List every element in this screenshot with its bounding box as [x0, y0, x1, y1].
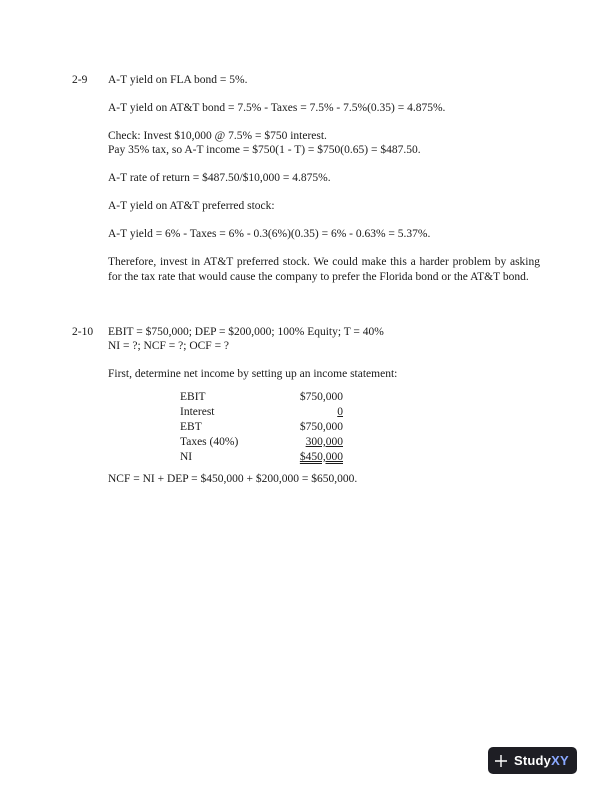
table-row [180, 450, 343, 465]
studyxy-badge[interactable] [488, 747, 577, 774]
income-statement-table [180, 390, 343, 465]
tax-line: Pay 35% tax, so A-T income = $750(1 - T) = $750(0.65) = $487.50. [108, 144, 421, 156]
row-label: Interest [180, 406, 215, 418]
check-line: Check: Invest $10,000 @ 7.5% = $750 interest. [108, 130, 327, 142]
row-value: 300,000 [305, 436, 343, 448]
problem-number-2-9: 2-9 [72, 74, 88, 86]
studyxy-logo-text: StudyXY [514, 753, 569, 768]
preferred-stock-heading: A-T yield on AT&T preferred stock: [108, 200, 275, 212]
row-value: $450,000 [299, 451, 343, 463]
conclusion-paragraph: Therefore, invest in AT&T preferred stock. We could make this a harder problem by asking for the tax rate that would cause the company to prefer the Florida bond or the AT&T bond. [108, 256, 540, 283]
preferred-stock-yield: A-T yield = 6% - Taxes = 6% - 0.3(6%)(0.35) = 6% - 0.63% = 5.37%. [108, 228, 431, 240]
row-value: 0 [337, 406, 343, 418]
att-bond-yield: A-T yield on AT&T bond = 7.5% - Taxes = 7.5% - 7.5%(0.35) = 4.875%. [108, 102, 446, 114]
plus-icon [494, 754, 508, 768]
table-row [180, 405, 343, 420]
row-label: EBIT [180, 391, 206, 403]
rate-of-return-line: A-T rate of return = $487.50/$10,000 = 4.875%. [108, 172, 331, 184]
row-label: NI [180, 451, 193, 463]
row-label: Taxes (40%) [180, 436, 239, 448]
row-value: $750,000 [299, 421, 343, 433]
table-row [180, 435, 343, 450]
given-values: EBIT = $750,000; DEP = $200,000; 100% Equity; T = 40% [108, 326, 384, 338]
table-row [180, 390, 343, 405]
unknown-values: NI = ?; NCF = ?; OCF = ? [108, 340, 230, 352]
fla-bond-yield: A-T yield on FLA bond = 5%. [108, 74, 248, 86]
row-value: $750,000 [299, 391, 343, 403]
problem-number-2-10: 2-10 [72, 326, 94, 338]
ncf-line: NCF = NI + DEP = $450,000 + $200,000 = $650,000. [108, 473, 358, 485]
table-row [180, 420, 343, 435]
row-label: EBT [180, 421, 202, 433]
income-statement-intro: First, determine net income by setting up an income statement: [108, 368, 398, 380]
